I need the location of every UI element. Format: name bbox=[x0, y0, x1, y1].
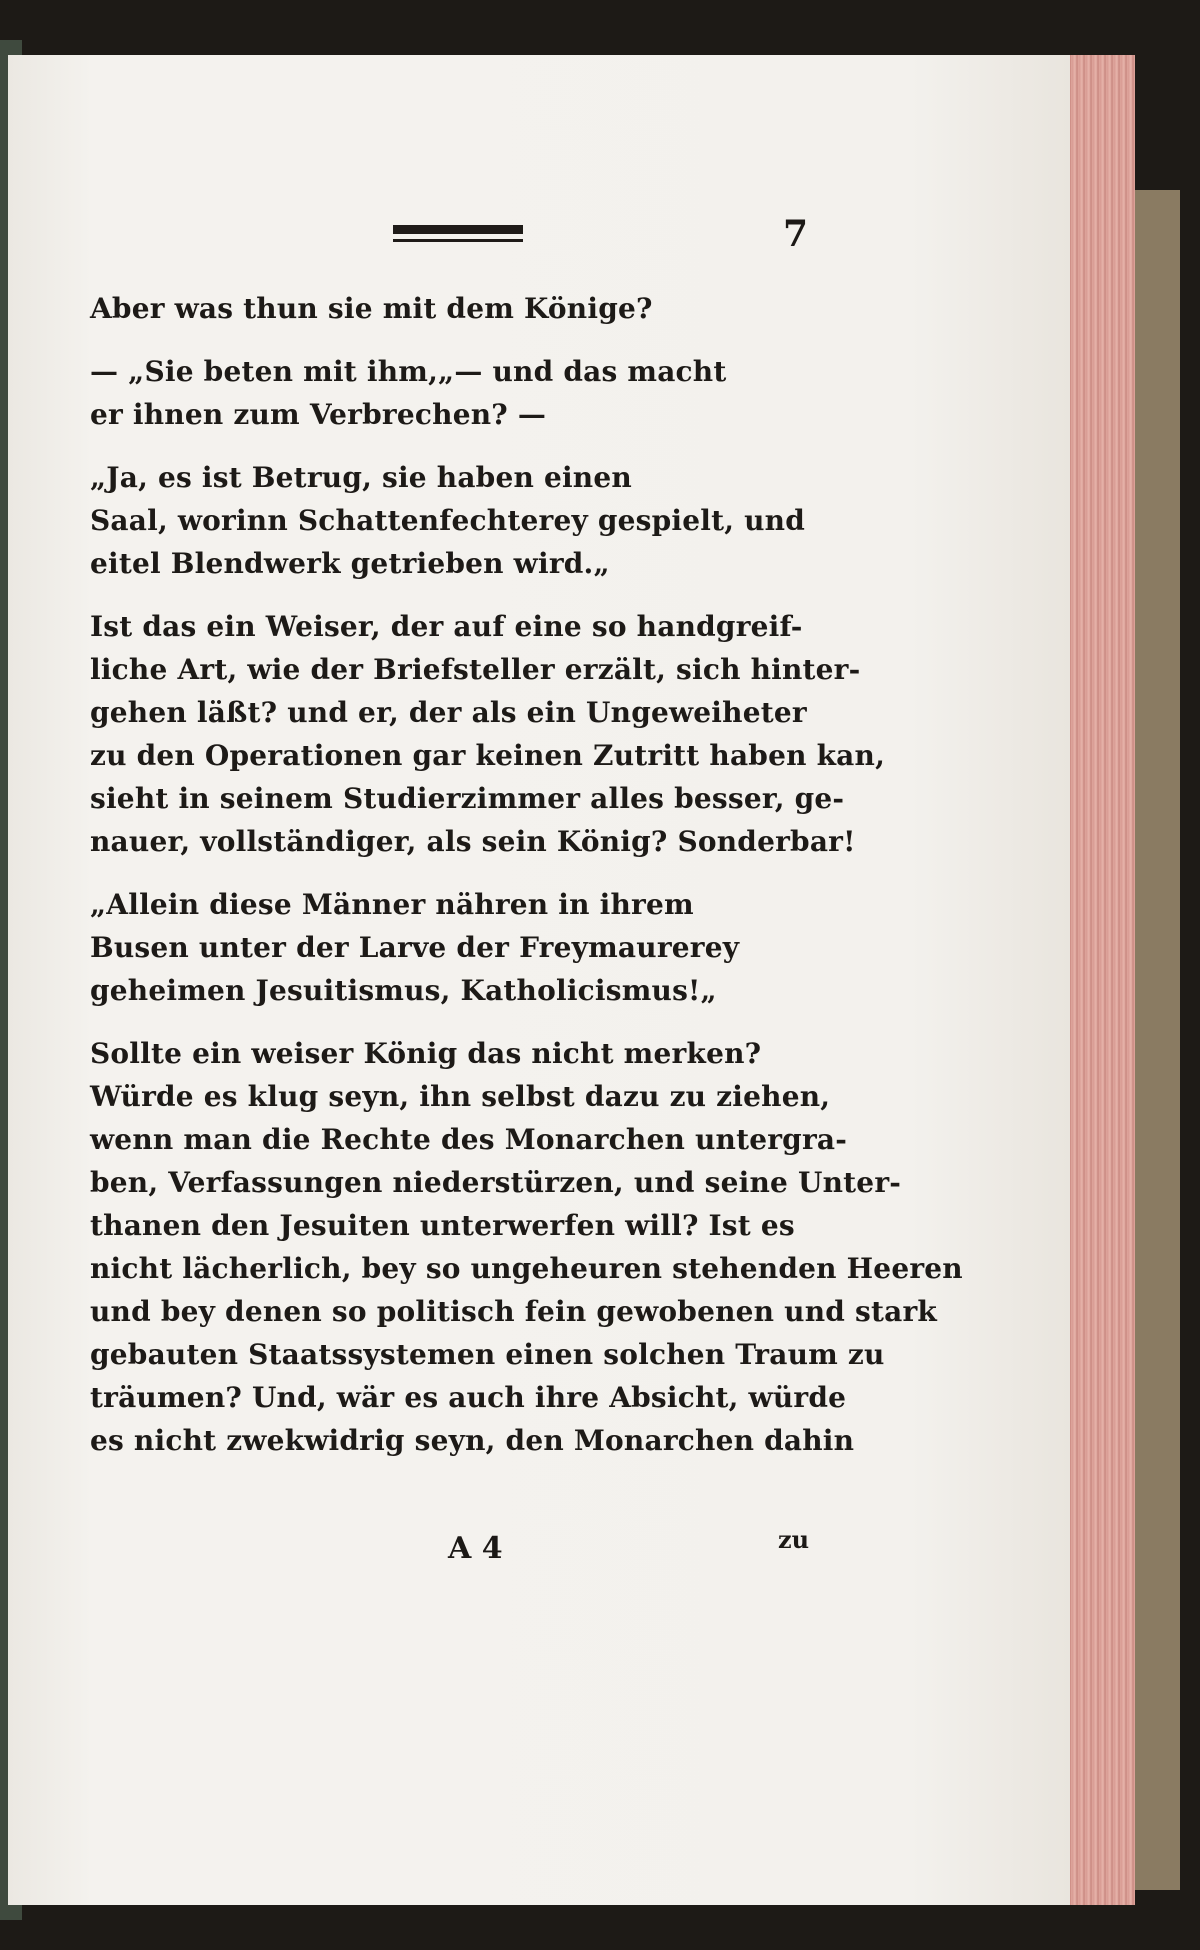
text-line: und bey denen so politisch fein gewobenen und stark bbox=[90, 1295, 938, 1328]
text-line: „Ja, es ist Betrug, sie haben einen bbox=[90, 461, 632, 494]
text-line: wenn man die Rechte des Monarchen untergra- bbox=[90, 1123, 848, 1156]
catchword: zu bbox=[778, 1525, 810, 1554]
paragraph-gap bbox=[90, 1012, 810, 1032]
body-text bbox=[90, 287, 963, 1462]
page-number: 7 bbox=[783, 213, 809, 255]
text-line: Saal, worinn Schattenfechterey gespielt, und bbox=[90, 504, 806, 537]
text-line: gebauten Staatssystemen einen solchen Traum zu bbox=[90, 1338, 885, 1371]
text-line: eitel Blendwerk getrieben wird.„ bbox=[90, 547, 610, 580]
text-line: es nicht zwekwidrig seyn, den Monarchen dahin bbox=[90, 1424, 855, 1457]
paragraph-gap bbox=[90, 330, 810, 350]
paragraph bbox=[90, 456, 810, 585]
text-line: — „Sie beten mit ihm,„— und das macht bbox=[90, 355, 727, 388]
text-line: Ist das ein Weiser, der auf eine so handgreif- bbox=[90, 610, 803, 643]
paragraph bbox=[90, 1032, 963, 1462]
text-line: liche Art, wie der Briefsteller erzält, sich hinter- bbox=[90, 653, 861, 686]
text-line: Busen unter der Larve der Freymaurerey bbox=[90, 931, 740, 964]
paragraph bbox=[90, 605, 886, 863]
text-line: thanen den Jesuiten unterwerfen will? Ist es bbox=[90, 1209, 795, 1242]
text-line: träumen? Und, wär es auch ihre Absicht, würde bbox=[90, 1381, 847, 1414]
text-line: „Allein diese Männer nähren in ihrem bbox=[90, 888, 694, 921]
paragraph bbox=[90, 350, 810, 436]
header-rule-thin bbox=[393, 239, 523, 242]
paragraph-gap bbox=[90, 863, 810, 883]
text-line: er ihnen zum Verbrechen? — bbox=[90, 398, 547, 431]
text-line: nicht lächerlich, bey so ungeheuren stehenden Heeren bbox=[90, 1252, 963, 1285]
text-line: nauer, vollständiger, als sein König? Sonderbar! bbox=[90, 825, 856, 858]
header-rule-thick bbox=[393, 225, 523, 234]
page-edges bbox=[1065, 55, 1135, 1905]
signature-mark: A 4 bbox=[448, 1531, 503, 1566]
paragraph bbox=[90, 287, 810, 330]
text-line: ben, Verfassungen niederstürzen, und seine Unter- bbox=[90, 1166, 902, 1199]
text-line: Sollte ein weiser König das nicht merken? bbox=[90, 1037, 762, 1070]
text-line: gehen läßt? und er, der als ein Ungeweiheter bbox=[90, 696, 807, 729]
text-line: sieht in seinem Studierzimmer alles besser, ge- bbox=[90, 782, 845, 815]
text-line: geheimen Jesuitismus, Katholicismus!„ bbox=[90, 974, 717, 1007]
book-cover-right bbox=[1130, 190, 1180, 1890]
paragraph-gap bbox=[90, 585, 810, 605]
text-line: Würde es klug seyn, ihn selbst dazu zu ziehen, bbox=[90, 1080, 831, 1113]
book-page bbox=[8, 55, 1070, 1905]
paragraph-gap bbox=[90, 436, 810, 456]
paragraph bbox=[90, 883, 810, 1012]
text-line: Aber was thun sie mit dem Könige? bbox=[90, 292, 653, 325]
text-line: zu den Operationen gar keinen Zutritt haben kan, bbox=[90, 739, 886, 772]
